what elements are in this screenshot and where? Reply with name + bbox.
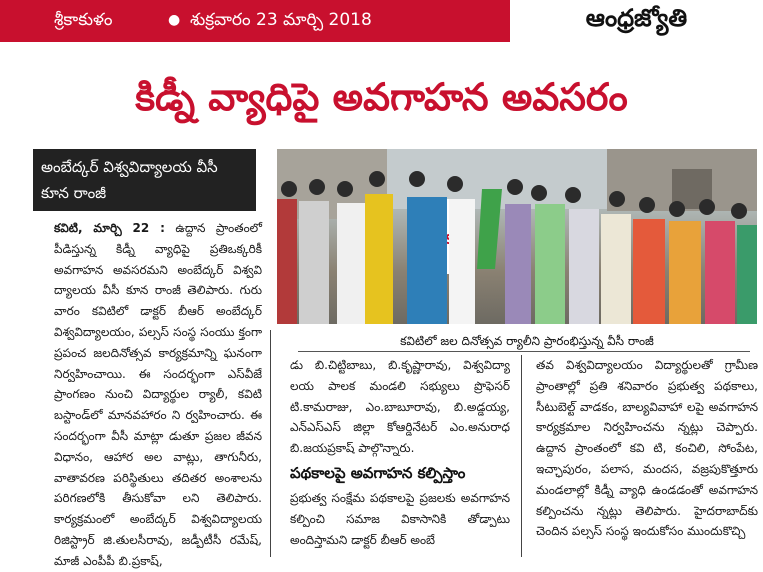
section-heading: పథకాలపై అవగాహన కల్పిస్తాం	[290, 464, 466, 482]
dateline: కవిటి, మార్చి 22 :	[54, 221, 165, 235]
news-photo	[277, 149, 757, 324]
rally-photo-illustration	[277, 149, 757, 324]
article-column-2-text: డు బి.చిట్టిబాబు, బి.కృష్ణారావు, విశ్వవిద్యా లయ పాలక మండలి సభ్యులు ప్రొఫెసర్ టి.కామరాజు, ఎం.బాబూరావు, బి.అడ్డయ్య, ఎన్‌ఎస్‌ఎస్ జిల్లా కోఆర్డినేటర్ ఎం.అనురాధ బి.జయప్రకాష్ పాల్గొన్నారు.	[290, 358, 510, 456]
caption-rule	[298, 351, 750, 352]
column-divider	[270, 330, 271, 557]
article-column-3-text: తవ విశ్వవిద్యాలయం విద్యార్థులతో గ్రామీణ ప్రాంతాల్లో ప్రతి శనివారం ప్రభుత్వ పథకాలు, సీటుబెల్ట్ వాడకం, బాల్యవివాహా లపై అవగాహన కార్యక్రమాల నిర్వహించను న్నట్లు చెప్పారు. ఉద్దాన ప్రాంతంలో కవి టి, కంచిలి, సోంపేట, ఇచ్ఛాపురం, పలాస, మందస, వజ్రపుకొత్తూరు మండలాల్లో కిడ్నీ వ్యాధి ఉండడంతో అవగాహన కల్పించను న్నట్లు తెలిపారు. హైదరాబాద్‌కు చెందిన పల్సస్ సంస్థ ఇందుకోసం ముందుకొచ్చి	[536, 358, 758, 539]
date-strip	[0, 0, 510, 42]
subheadline: అంబేద్కర్ విశ్వవిద్యాలయ వీసీ కూన రాంజీ	[33, 149, 256, 211]
article-column-2b-text: ప్రభుత్వ సంక్షేమ పథకాలపై ప్రజలకు అవగాహన కల్పించి సమాజ వికాసానికి తోడ్పాటు అందిస్తామని డాక్టర్ బీఆర్ అంబే	[290, 491, 510, 547]
top-bar	[0, 0, 763, 42]
article-column-1-text: ఉద్దాన ప్రాంతంలో పీడిస్తున్న కిడ్నీ వ్యాధిపై ప్రతిఒక్కరికీ అవగాహన అవసరమని అంబేద్కర్ విశ్వవి ద్యాలయ వీసీ కూన రాంజీ తెలిపారు. గురు వారం కవిటిలో డాక్టర్ బీఆర్ అంబేద్కర్ విశ్వవిద్యాలయం, పల్సస్ సంస్థ సంయు క్తంగా ప్రపంచ జలదినోత్సవ కార్యక్రమాన్ని ఘనంగా నిర్వహించాయి. ఈ సందర్భంగా ఎస్‌వీజే ప్రాంగణం నుంచి విద్యార్థుల ర్యాలీ, కవిటి బస్టాండ్‌లో మానవహారం ని ర్వహించారు. ఈ సందర్భంగా వీసీ మాట్లా డుతూ ప్రజల జీవన విధానం, ఆహార అల వాట్లు, తాగునీరు, వాతావరణ పరిస్థితులు తదితర అంశాలను పరిగణలోకి తీసుకోవా లని తెలిపారు. కార్యక్రమంలో అంబేద్కర్ విశ్వవిద్యాలయ రిజిస్ట్రార్ జి.తులసీరావు, జడ్పీటీసీ రమేష్, మాజీ ఎంపీపీ బి.ప్రకాష్,	[54, 221, 262, 568]
article-column-1	[54, 218, 262, 568]
headline: కిడ్నీ వ్యాధిపై అవగాహన అవసరం	[135, 75, 628, 119]
date-label: శుక్రవారం 23 మార్చి 2018	[190, 10, 372, 30]
column-divider	[521, 355, 522, 557]
newspaper-masthead: ఆంధ్రజ్యోతి	[585, 4, 688, 32]
masthead-block	[510, 0, 763, 42]
article-column-2b	[290, 488, 510, 557]
article-column-2	[290, 355, 510, 456]
bullet-dot: ●	[168, 12, 181, 28]
place-label: శ్రీకాకుళం	[54, 10, 113, 30]
article-column-3	[536, 355, 758, 557]
photo-caption: కవిటిలో జల దినోత్సవ ర్యాలీని ప్రారంభిస్తున్న వీసీ రాంజీ	[400, 334, 654, 348]
